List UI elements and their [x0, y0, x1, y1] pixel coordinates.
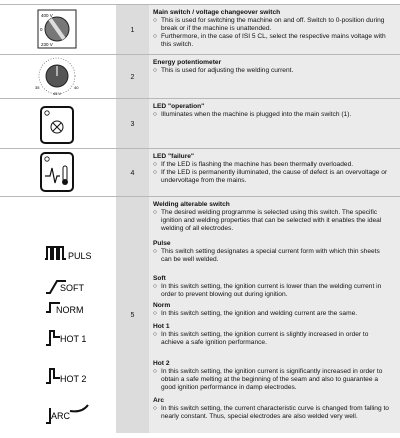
soft-ramp-icon — [46, 281, 85, 293]
led-operation-lamp-icon — [0, 99, 116, 149]
bullet-item: ○ Illuminates when the machine is plugged into the main switch (1). — [153, 111, 352, 118]
row-title: LED "operation" — [153, 103, 205, 110]
description-cell — [149, 5, 400, 55]
description-cell — [149, 99, 400, 149]
row-title: Main switch / voltage changeover switch — [153, 9, 281, 16]
section-intro — [153, 201, 392, 233]
icon-cell — [0, 197, 116, 433]
svg-text:SOFT: SOFT — [60, 283, 84, 293]
svg-text:ARC: ARC — [51, 411, 71, 421]
dial-label-400v: 400 V — [41, 13, 53, 18]
bullet-item: ○ In this switch setting, the current characteristic curve is changed from falling to nearly constant. Thus, special electrodes are also welded very well. — [153, 405, 389, 420]
pulse-waveform-icon — [45, 247, 92, 261]
section-title: Arc — [153, 397, 164, 404]
norm-step-icon — [46, 303, 84, 315]
dial-label-0: 0 — [40, 27, 43, 32]
bullet-item: ○ In this switch setting, the ignition and welding current are the same. — [153, 310, 358, 317]
icon-cell — [0, 149, 116, 197]
row-number: 1 — [116, 5, 149, 55]
bullet-item: ○ In this switch setting, the ignition current is lower than the welding current in order to prevent blowing out during ignition. — [153, 283, 382, 298]
icon-cell — [0, 55, 116, 99]
knob-scale-label: 35 — [35, 85, 40, 90]
hot2-step-icon — [46, 369, 86, 384]
dial-label-230v: 230 V — [41, 42, 53, 47]
section-hot2 — [153, 360, 392, 392]
row-number: 3 — [116, 99, 149, 149]
table-row — [0, 4, 400, 55]
row-number: 5 — [116, 197, 149, 433]
svg-text:HOT 1: HOT 1 — [60, 334, 87, 344]
potentiometer-knob-icon — [0, 55, 116, 99]
knob-scale-label: 45 V — [53, 91, 62, 96]
bullet-item: ○ This is used for adjusting the welding current. — [153, 67, 294, 74]
icon-cell — [0, 5, 116, 55]
bullet-item: ○ In this switch setting, the ignition current is significantly increased in order to obtain a safe melting at the beginning of the seam and also to guarantee a good ignition performance in damp electrodes. — [153, 368, 383, 391]
bullet-item: ○ This is used for switching the machine on and off. Switch to 0-position during break or if the machine is unattended. — [153, 17, 385, 32]
knob-scale-label: 40 — [74, 85, 79, 90]
bullet-item: ○ If the LED is permanently illuminated, the cause of defect is an overvoltage or undervoltage from the mains. — [153, 169, 388, 184]
section-hot1 — [153, 323, 392, 347]
bullet-item: ○ The desired welding programme is selected using this switch. The specific ignition and welding properties that can be selected with it enables the ideal welding of all electrodes. — [153, 209, 382, 232]
main-switch-dial-icon — [0, 5, 116, 55]
bullet-item: ○ If the LED is flashing the machine has been thermally overloaded. — [153, 161, 354, 168]
row-number: 4 — [116, 149, 149, 197]
icon-cell — [0, 99, 116, 149]
bullet-item: ○ This switch setting designates a special current form with which thin sheets can be well welded. — [153, 248, 380, 263]
section-norm — [153, 302, 392, 318]
description-cell — [149, 197, 400, 433]
bullet-item: ○ Furthermore, in the case of ISI 5 CL, select the respective mains voltage with this switch. — [153, 33, 386, 48]
row-number: 2 — [116, 55, 149, 99]
section-soft — [153, 275, 392, 299]
led-failure-thermometer-icon — [0, 149, 116, 197]
section-title: Pulse — [153, 240, 171, 247]
section-arc — [153, 397, 392, 421]
svg-text:NORM: NORM — [56, 305, 84, 315]
bullet-item: ○ In this switch setting, the ignition current is slightly increased in order to achieve a safe ignition performance. — [153, 331, 369, 346]
table-row — [0, 98, 400, 149]
arc-curve-icon — [46, 405, 88, 423]
svg-text:PULS: PULS — [68, 251, 92, 261]
description-cell — [149, 55, 400, 99]
row-title: LED "failure" — [153, 153, 195, 160]
section-title: Hot 2 — [153, 360, 170, 367]
section-title: Soft — [153, 275, 166, 282]
table-row — [0, 54, 400, 99]
hot1-step-icon — [46, 331, 86, 345]
row-title: Welding alterable switch — [153, 201, 230, 208]
mode-icons — [0, 197, 116, 433]
svg-text:HOT 2: HOT 2 — [60, 374, 87, 384]
section-title: Norm — [153, 302, 171, 309]
table-row — [0, 148, 400, 197]
description-cell — [149, 149, 400, 197]
section-title: Hot 1 — [153, 323, 170, 330]
section-pulse — [153, 240, 392, 264]
table-row — [0, 196, 400, 433]
row-title: Energy potentiometer — [153, 59, 222, 66]
